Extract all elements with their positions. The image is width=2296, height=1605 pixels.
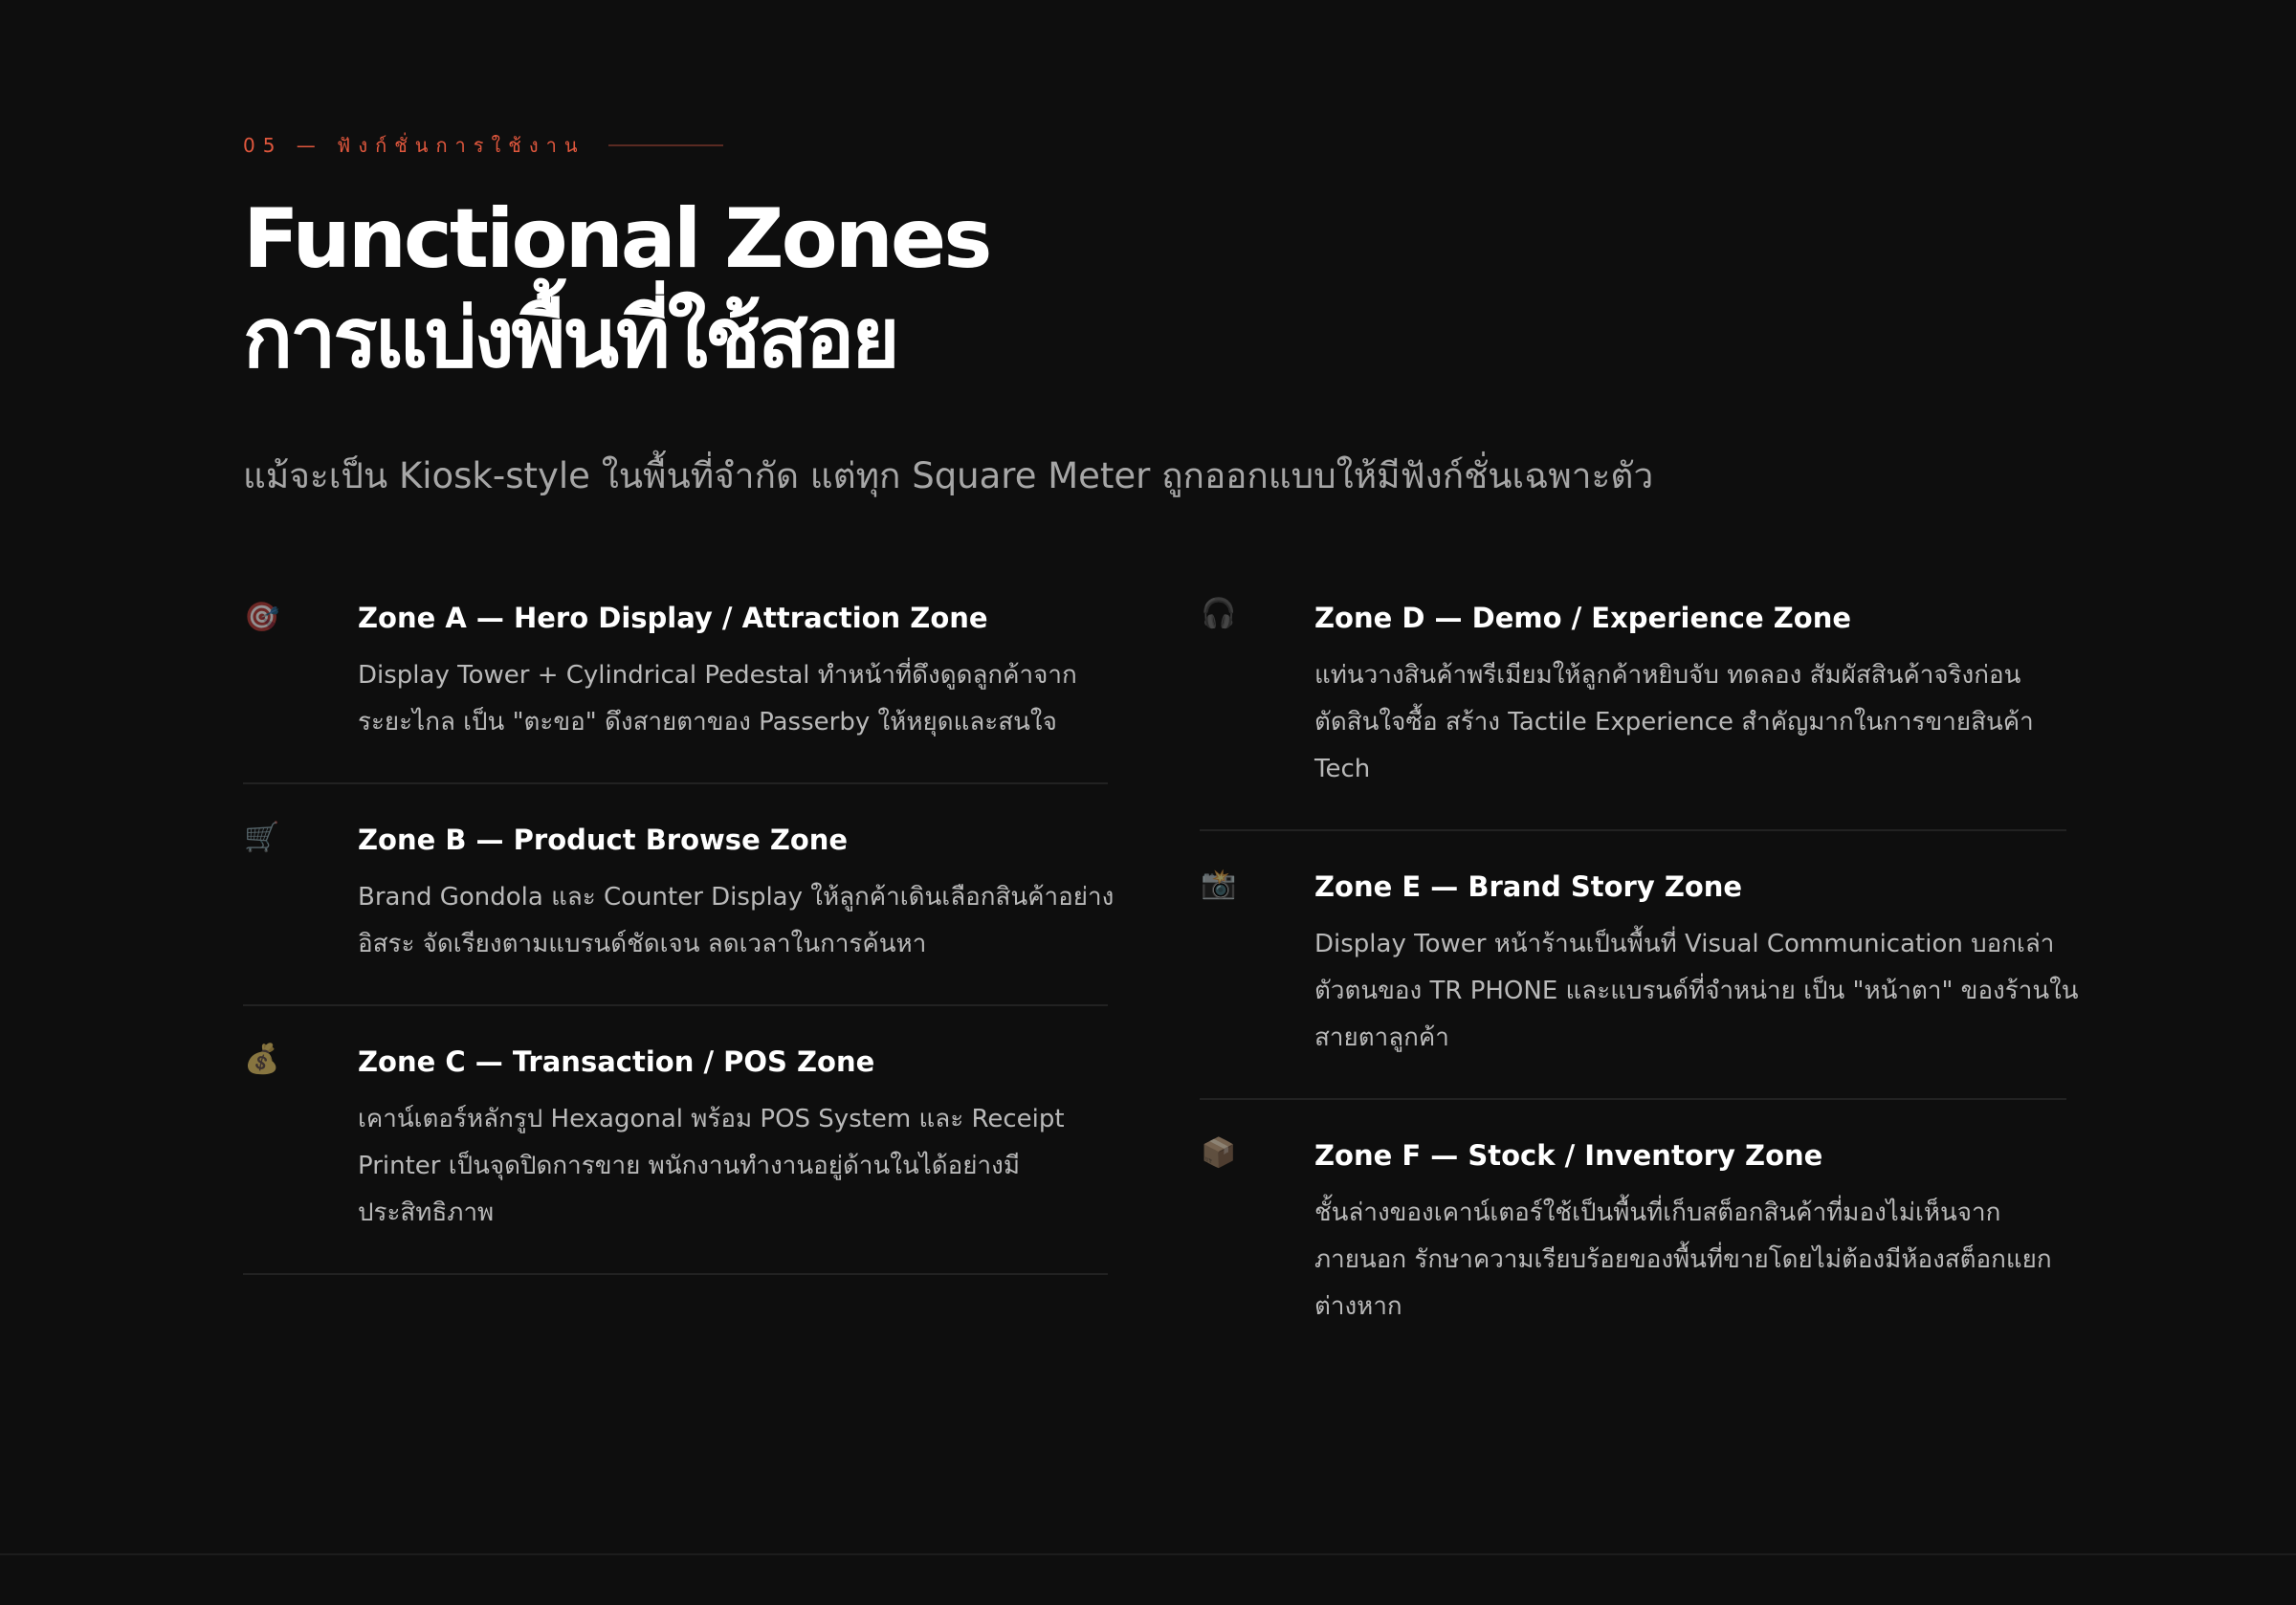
- zone-description-line: ต่างหาก: [1314, 1292, 1402, 1321]
- zone-title: Zone E — Brand Story Zone: [1314, 870, 1743, 903]
- package-icon: 📦: [1201, 1136, 1237, 1170]
- money-bag-icon: 💰: [244, 1043, 280, 1076]
- section-lead: แม้จะเป็น Kiosk-style ในพื้นที่จำกัด แต่ทุก Square Meter ถูกออกแบบให้มีฟังก์ชั่นเฉพาะตัว: [243, 455, 1654, 496]
- zone-description: [358, 652, 1108, 746]
- title-line-thai: การแบ่งพื้นที่ใช้สอย: [243, 291, 897, 386]
- zone-description-line: Display Tower + Cylindrical Pedestal ทำหน้าที่ดึงดูดลูกค้าจาก: [358, 661, 1077, 690]
- zone-description-line: ตัดสินใจซื้อ สร้าง Tactile Experience สำคัญมากในการขายสินค้า: [1314, 708, 2034, 737]
- section-eyebrow: [243, 130, 723, 161]
- zone-description-line: Display Tower หน้าร้านเป็นพื้นที่ Visual Communication บอกเล่า: [1314, 930, 2055, 958]
- zone-description-line: Printer เป็นจุดปิดการขาย พนักงานทำงานอยู่ด้านในได้อย่างมี: [358, 1152, 1020, 1180]
- shopping-cart-icon: 🛒: [244, 821, 280, 854]
- zone-description: [358, 874, 1115, 968]
- zone-item-d: [1200, 578, 2066, 831]
- camera-icon: 📸: [1201, 868, 1237, 901]
- zones-column-right: [1200, 578, 2079, 1367]
- zone-description-line: ตัวตนของ TR PHONE และแบรนด์ที่จำหน่าย เป็น "หน้าตา" ของร้านใน: [1314, 977, 2079, 1005]
- zone-title: Zone B — Product Browse Zone: [358, 824, 849, 856]
- page-title: [243, 189, 989, 388]
- zone-description: [1314, 652, 2066, 793]
- zone-title: Zone D — Demo / Experience Zone: [1314, 602, 1852, 634]
- eyebrow-label: 05 — ฟังก์ชั่นการใช้งาน: [243, 134, 585, 157]
- zones-column-left: [243, 578, 1115, 1275]
- zone-description-line: ชั้นล่างของเคาน์เตอร์ใช้เป็นพื้นที่เก็บสต็อกสินค้าที่มองไม่เห็นจาก: [1314, 1198, 2001, 1227]
- zone-item-c: [243, 1006, 1108, 1275]
- zone-description-line: เคาน์เตอร์หลักรูป Hexagonal พร้อม POS System และ Receipt: [358, 1105, 1065, 1133]
- headphones-icon: 🎧: [1201, 597, 1237, 630]
- zone-title: Zone F — Stock / Inventory Zone: [1314, 1139, 1823, 1172]
- zone-description-line: อิสระ จัดเรียงตามแบรนด์ชัดเจน ลดเวลาในการค้นหา: [358, 930, 927, 958]
- zone-description-line: Brand Gondola และ Counter Display ให้ลูกค้าเดินเลือกสินค้าอย่าง: [358, 883, 1115, 912]
- target-icon: 🎯: [244, 601, 280, 634]
- zone-description: [1314, 921, 2079, 1062]
- zone-description-line: แท่นวางสินค้าพรีเมียมให้ลูกค้าหยิบจับ ทดลอง สัมผัสสินค้าจริงก่อน: [1314, 661, 2021, 690]
- zone-item-e: [1200, 831, 2079, 1100]
- zone-description-line: สายตาลูกค้า: [1314, 1023, 1449, 1052]
- zone-description-line: ภายนอก รักษาความเรียบร้อยของพื้นที่ขายโดยไม่ต้องมีห้องสต็อกแยก: [1314, 1245, 2052, 1274]
- zone-item-b: [243, 784, 1115, 1006]
- zone-description: [1314, 1190, 2066, 1330]
- zone-title: Zone A — Hero Display / Attraction Zone: [358, 602, 988, 634]
- eyebrow-divider-line: [608, 144, 723, 146]
- zone-description-line: ระยะไกล เป็น "ตะขอ" ดึงสายตาของ Passerby ให้หยุดและสนใจ: [358, 708, 1057, 737]
- title-line-english: Functional Zones: [243, 191, 990, 287]
- zone-item-a: [243, 578, 1108, 784]
- zone-description-line: ประสิทธิภาพ: [358, 1198, 495, 1227]
- footer-divider: [0, 1553, 2296, 1555]
- zone-title: Zone C — Transaction / POS Zone: [358, 1045, 875, 1078]
- zone-description: [358, 1096, 1108, 1237]
- zone-description-line: Tech: [1314, 755, 1371, 783]
- zone-item-f: [1200, 1100, 2066, 1367]
